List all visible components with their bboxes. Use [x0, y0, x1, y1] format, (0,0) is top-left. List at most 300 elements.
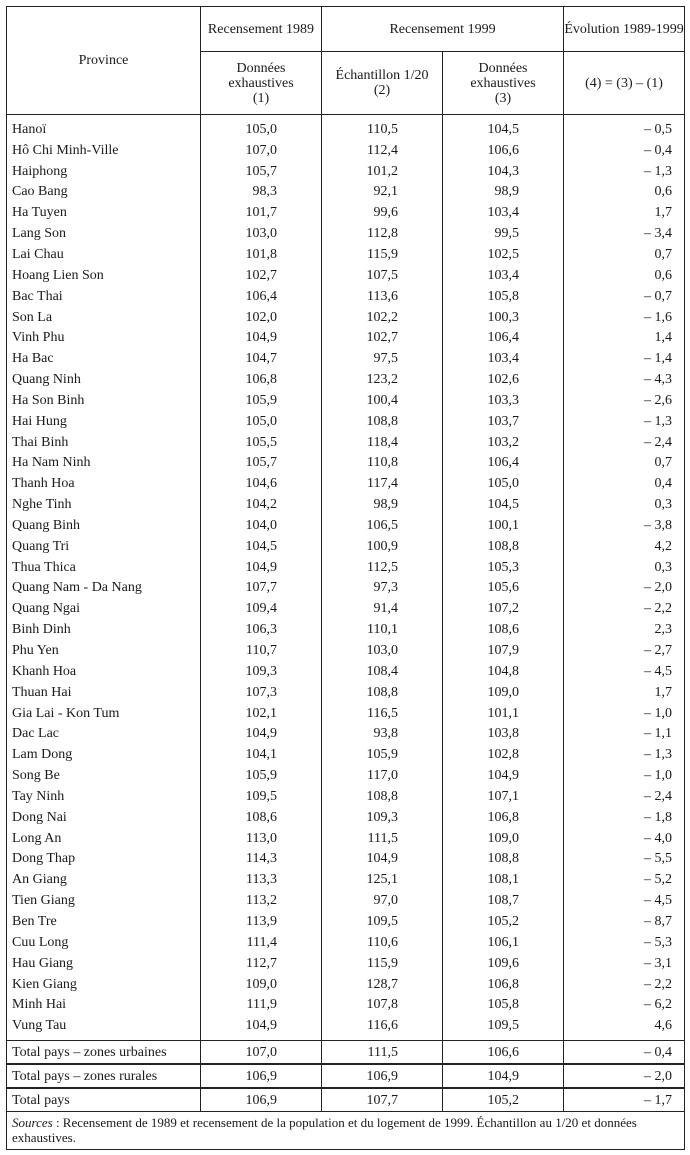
census-1989-cell: 106,9 — [201, 1088, 322, 1112]
evolution-cell: – 3,1 — [564, 953, 685, 974]
sample-1999-cell: 108,4 — [322, 661, 443, 682]
exhaustive-1999-cell: 101,1 — [443, 703, 564, 724]
evolution-cell: – 0,4 — [564, 140, 685, 161]
evolution-cell: – 1,7 — [564, 1088, 685, 1112]
province-cell: Phu Yen — [7, 640, 201, 661]
evolution-cell: – 2,2 — [564, 598, 685, 619]
sample-1999-cell: 128,7 — [322, 974, 443, 995]
header-col-3-line2: exhaustives — [470, 75, 536, 91]
table-row — [7, 473, 685, 494]
evolution-cell: – 2,4 — [564, 786, 685, 807]
province-cell: Ha Bac — [7, 348, 201, 369]
table-row — [7, 953, 685, 974]
evolution-cell: – 1,3 — [564, 744, 685, 765]
exhaustive-1999-cell: 105,2 — [443, 911, 564, 932]
header-col-1-line1: Données — [236, 60, 286, 76]
total-row — [7, 1088, 685, 1112]
province-cell: Ha Tuyen — [7, 202, 201, 223]
census-1989-cell: 113,2 — [201, 890, 322, 911]
province-cell: Bac Thai — [7, 286, 201, 307]
source-text: : Recensement de 1989 et recensement de la population et du logement de 1999. Échantillon au 1/20 et données exhaustives. — [12, 1115, 637, 1146]
evolution-cell: – 0,7 — [564, 286, 685, 307]
province-cell: Lang Son — [7, 223, 201, 244]
total-row — [7, 1064, 685, 1088]
table-row — [7, 703, 685, 724]
census-1989-cell: 104,2 — [201, 494, 322, 515]
table-row — [7, 369, 685, 390]
sample-1999-cell: 112,5 — [322, 557, 443, 578]
census-1989-cell: 105,5 — [201, 432, 322, 453]
sample-1999-cell: 117,4 — [322, 473, 443, 494]
province-cell: Thai Binh — [7, 432, 201, 453]
census-1989-cell: 105,9 — [201, 390, 322, 411]
header-evolution: Évolution 1989-1999 — [564, 7, 685, 52]
sample-1999-cell: 113,6 — [322, 286, 443, 307]
header-col-3-line1: Données — [478, 60, 528, 76]
census-1989-cell: 114,3 — [201, 849, 322, 870]
province-cell: Vung Tau — [7, 1015, 201, 1040]
table-row — [7, 411, 685, 432]
census-1989-cell: 107,3 — [201, 682, 322, 703]
table-row — [7, 619, 685, 640]
census-1989-cell: 106,3 — [201, 619, 322, 640]
province-cell: Hô Chi Minh-Ville — [7, 140, 201, 161]
evolution-cell: 1,4 — [564, 327, 685, 348]
exhaustive-1999-cell: 103,3 — [443, 390, 564, 411]
table-row — [7, 432, 685, 453]
evolution-cell: – 2,0 — [564, 1064, 685, 1088]
sample-1999-cell: 112,8 — [322, 223, 443, 244]
census-1989-cell: 109,5 — [201, 786, 322, 807]
sex-ratio-table — [6, 6, 685, 1150]
province-cell: Tay Ninh — [7, 786, 201, 807]
exhaustive-1999-cell: 103,2 — [443, 432, 564, 453]
evolution-cell: – 2,7 — [564, 640, 685, 661]
exhaustive-1999-cell: 103,4 — [443, 265, 564, 286]
sample-1999-cell: 109,3 — [322, 807, 443, 828]
exhaustive-1999-cell: 103,8 — [443, 723, 564, 744]
census-1989-cell: 104,9 — [201, 327, 322, 348]
header-col-4: (4) = (3) – (1) — [564, 52, 685, 115]
sample-1999-cell: 118,4 — [322, 432, 443, 453]
header-col-1 — [201, 52, 322, 115]
header-col-1-line3: (1) — [252, 90, 270, 106]
census-1989-cell: 113,0 — [201, 828, 322, 849]
exhaustive-1999-cell: 106,6 — [443, 140, 564, 161]
exhaustive-1999-cell: 104,5 — [443, 115, 564, 140]
province-cell: Cao Bang — [7, 182, 201, 203]
sample-1999-cell: 123,2 — [322, 369, 443, 390]
province-cell: Dac Lac — [7, 723, 201, 744]
header-col-3 — [443, 52, 564, 115]
census-1989-cell: 98,3 — [201, 182, 322, 203]
exhaustive-1999-cell: 106,4 — [443, 453, 564, 474]
province-cell: Cuu Long — [7, 932, 201, 953]
evolution-cell: – 1,6 — [564, 307, 685, 328]
exhaustive-1999-cell: 98,9 — [443, 182, 564, 203]
census-1989-cell: 102,1 — [201, 703, 322, 724]
province-cell: Haiphong — [7, 161, 201, 182]
census-1989-cell: 102,7 — [201, 265, 322, 286]
census-1989-cell: 104,9 — [201, 723, 322, 744]
province-cell: Dong Thap — [7, 849, 201, 870]
evolution-cell: – 0,5 — [564, 115, 685, 140]
sample-1999-cell: 115,9 — [322, 244, 443, 265]
exhaustive-1999-cell: 105,0 — [443, 473, 564, 494]
table-row — [7, 786, 685, 807]
census-1989-cell: 112,7 — [201, 953, 322, 974]
exhaustive-1999-cell: 107,1 — [443, 786, 564, 807]
table-row — [7, 202, 685, 223]
evolution-cell: 0,6 — [564, 265, 685, 286]
evolution-cell: – 3,8 — [564, 515, 685, 536]
census-1989-cell: 101,7 — [201, 202, 322, 223]
census-1989-cell: 105,9 — [201, 765, 322, 786]
province-cell: Song Be — [7, 765, 201, 786]
province-cell: Ha Nam Ninh — [7, 453, 201, 474]
census-1989-cell: 107,0 — [201, 140, 322, 161]
census-1989-cell: 107,0 — [201, 1041, 322, 1065]
evolution-cell: 1,7 — [564, 202, 685, 223]
table-row — [7, 890, 685, 911]
census-1989-cell: 105,0 — [201, 115, 322, 140]
evolution-cell: – 5,5 — [564, 849, 685, 870]
census-1989-cell: 109,3 — [201, 661, 322, 682]
province-cell: Total pays — [7, 1088, 201, 1112]
exhaustive-1999-cell: 106,6 — [443, 1041, 564, 1065]
province-cell: Lai Chau — [7, 244, 201, 265]
table-body — [7, 115, 685, 1041]
province-cell: Quang Nam - Da Nang — [7, 578, 201, 599]
evolution-cell: 4,2 — [564, 536, 685, 557]
exhaustive-1999-cell: 102,6 — [443, 369, 564, 390]
sample-1999-cell: 107,5 — [322, 265, 443, 286]
table-row — [7, 911, 685, 932]
exhaustive-1999-cell: 108,7 — [443, 890, 564, 911]
table-row — [7, 265, 685, 286]
sample-1999-cell: 92,1 — [322, 182, 443, 203]
province-cell: Hai Hung — [7, 411, 201, 432]
evolution-cell: 1,7 — [564, 682, 685, 703]
exhaustive-1999-cell: 100,1 — [443, 515, 564, 536]
evolution-cell: – 2,0 — [564, 578, 685, 599]
table-row — [7, 994, 685, 1015]
table-row — [7, 307, 685, 328]
sample-1999-cell: 100,4 — [322, 390, 443, 411]
sample-1999-cell: 108,8 — [322, 786, 443, 807]
province-cell: Quang Tri — [7, 536, 201, 557]
exhaustive-1999-cell: 105,6 — [443, 578, 564, 599]
evolution-cell: – 4,3 — [564, 369, 685, 390]
census-1989-cell: 113,9 — [201, 911, 322, 932]
province-cell: Gia Lai - Kon Tum — [7, 703, 201, 724]
table-row — [7, 115, 685, 140]
sample-1999-cell: 107,7 — [322, 1088, 443, 1112]
table-row — [7, 807, 685, 828]
sample-1999-cell: 115,9 — [322, 953, 443, 974]
sample-1999-cell: 99,6 — [322, 202, 443, 223]
table-totals — [7, 1041, 685, 1112]
sample-1999-cell: 108,8 — [322, 411, 443, 432]
table-row — [7, 390, 685, 411]
sample-1999-cell: 109,5 — [322, 911, 443, 932]
exhaustive-1999-cell: 109,0 — [443, 682, 564, 703]
census-1989-cell: 109,0 — [201, 974, 322, 995]
sample-1999-cell: 105,9 — [322, 744, 443, 765]
evolution-cell: – 1,1 — [564, 723, 685, 744]
evolution-cell: 0,7 — [564, 244, 685, 265]
census-1989-cell: 108,6 — [201, 807, 322, 828]
evolution-cell: – 4,5 — [564, 890, 685, 911]
table-row — [7, 223, 685, 244]
province-cell: Minh Hai — [7, 994, 201, 1015]
table-row — [7, 244, 685, 265]
table-row — [7, 286, 685, 307]
exhaustive-1999-cell: 109,0 — [443, 828, 564, 849]
table-row — [7, 515, 685, 536]
header-col-2-line1: Échantillon 1/20 — [335, 68, 429, 83]
table-row — [7, 828, 685, 849]
province-cell: Hoang Lien Son — [7, 265, 201, 286]
header-col-2-line2: (2) — [373, 83, 391, 98]
table-row — [7, 140, 685, 161]
evolution-cell: 0,4 — [564, 473, 685, 494]
sample-1999-cell: 98,9 — [322, 494, 443, 515]
evolution-cell: – 3,4 — [564, 223, 685, 244]
sample-1999-cell: 108,8 — [322, 682, 443, 703]
header-census-1989: Recensement 1989 — [201, 7, 322, 52]
sample-1999-cell: 107,8 — [322, 994, 443, 1015]
exhaustive-1999-cell: 108,1 — [443, 869, 564, 890]
sample-1999-cell: 110,8 — [322, 453, 443, 474]
evolution-cell: 0,3 — [564, 557, 685, 578]
exhaustive-1999-cell: 109,6 — [443, 953, 564, 974]
sample-1999-cell: 110,1 — [322, 619, 443, 640]
table-row — [7, 661, 685, 682]
province-cell: Hanoï — [7, 115, 201, 140]
table-row — [7, 765, 685, 786]
census-1989-cell: 106,8 — [201, 369, 322, 390]
province-cell: Thuan Hai — [7, 682, 201, 703]
sample-1999-cell: 125,1 — [322, 869, 443, 890]
census-1989-cell: 104,1 — [201, 744, 322, 765]
exhaustive-1999-cell: 107,9 — [443, 640, 564, 661]
evolution-cell: 0,6 — [564, 182, 685, 203]
province-cell: Kien Giang — [7, 974, 201, 995]
source-label: Sources — [12, 1115, 53, 1131]
evolution-cell: – 8,7 — [564, 911, 685, 932]
sample-1999-cell: 97,3 — [322, 578, 443, 599]
province-cell: Dong Nai — [7, 807, 201, 828]
sample-1999-cell: 93,8 — [322, 723, 443, 744]
exhaustive-1999-cell: 105,3 — [443, 557, 564, 578]
table-row — [7, 494, 685, 515]
exhaustive-1999-cell: 106,4 — [443, 327, 564, 348]
census-1989-cell: 109,4 — [201, 598, 322, 619]
table-row — [7, 348, 685, 369]
table-row — [7, 182, 685, 203]
source-note — [7, 1112, 685, 1150]
sample-1999-cell: 110,5 — [322, 115, 443, 140]
evolution-cell: – 4,0 — [564, 828, 685, 849]
exhaustive-1999-cell: 103,4 — [443, 348, 564, 369]
exhaustive-1999-cell: 103,7 — [443, 411, 564, 432]
exhaustive-1999-cell: 99,5 — [443, 223, 564, 244]
evolution-cell: – 4,5 — [564, 661, 685, 682]
sample-1999-cell: 101,2 — [322, 161, 443, 182]
table-row — [7, 974, 685, 995]
exhaustive-1999-cell: 104,3 — [443, 161, 564, 182]
header-census-1999: Recensement 1999 — [322, 7, 564, 52]
census-1989-cell: 103,0 — [201, 223, 322, 244]
province-cell: Quang Ninh — [7, 369, 201, 390]
sample-1999-cell: 112,4 — [322, 140, 443, 161]
table-row — [7, 557, 685, 578]
province-cell: Tien Giang — [7, 890, 201, 911]
province-cell: Lam Dong — [7, 744, 201, 765]
sample-1999-cell: 100,9 — [322, 536, 443, 557]
province-cell: Thua Thica — [7, 557, 201, 578]
evolution-cell: – 1,0 — [564, 765, 685, 786]
census-1989-cell: 107,7 — [201, 578, 322, 599]
census-1989-cell: 104,9 — [201, 1015, 322, 1040]
sample-1999-cell: 116,6 — [322, 1015, 443, 1040]
exhaustive-1999-cell: 107,2 — [443, 598, 564, 619]
province-cell: Son La — [7, 307, 201, 328]
evolution-cell: – 0,4 — [564, 1041, 685, 1065]
census-1989-cell: 105,7 — [201, 453, 322, 474]
census-1989-cell: 113,3 — [201, 869, 322, 890]
census-1989-cell: 106,4 — [201, 286, 322, 307]
evolution-cell: – 2,6 — [564, 390, 685, 411]
sample-1999-cell: 102,7 — [322, 327, 443, 348]
evolution-cell: – 1,4 — [564, 348, 685, 369]
exhaustive-1999-cell: 106,8 — [443, 807, 564, 828]
exhaustive-1999-cell: 108,6 — [443, 619, 564, 640]
province-cell: Vinh Phu — [7, 327, 201, 348]
table-row — [7, 682, 685, 703]
census-1989-cell: 104,9 — [201, 557, 322, 578]
exhaustive-1999-cell: 102,5 — [443, 244, 564, 265]
table-header — [7, 7, 685, 115]
census-1989-cell: 101,8 — [201, 244, 322, 265]
province-cell: Long An — [7, 828, 201, 849]
evolution-cell: – 2,2 — [564, 974, 685, 995]
province-cell: An Giang — [7, 869, 201, 890]
province-cell: Quang Binh — [7, 515, 201, 536]
census-1989-cell: 111,9 — [201, 994, 322, 1015]
census-1989-cell: 104,5 — [201, 536, 322, 557]
province-cell: Total pays – zones urbaines — [7, 1041, 201, 1065]
header-col-1-line2: exhaustives — [228, 75, 294, 91]
exhaustive-1999-cell: 105,8 — [443, 286, 564, 307]
table-row — [7, 161, 685, 182]
sample-1999-cell: 106,5 — [322, 515, 443, 536]
header-col-2 — [322, 52, 443, 115]
table-row — [7, 744, 685, 765]
table-row — [7, 723, 685, 744]
exhaustive-1999-cell: 104,9 — [443, 1064, 564, 1088]
sample-1999-cell: 97,5 — [322, 348, 443, 369]
evolution-cell: – 1,3 — [564, 161, 685, 182]
province-cell: Quang Ngai — [7, 598, 201, 619]
province-cell: Thanh Hoa — [7, 473, 201, 494]
sample-1999-cell: 110,6 — [322, 932, 443, 953]
sample-1999-cell: 116,5 — [322, 703, 443, 724]
table-row — [7, 536, 685, 557]
exhaustive-1999-cell: 106,1 — [443, 932, 564, 953]
exhaustive-1999-cell: 103,4 — [443, 202, 564, 223]
exhaustive-1999-cell: 104,8 — [443, 661, 564, 682]
sex-ratio-table-container — [6, 6, 684, 1150]
exhaustive-1999-cell: 108,8 — [443, 849, 564, 870]
evolution-cell: – 6,2 — [564, 994, 685, 1015]
census-1989-cell: 104,0 — [201, 515, 322, 536]
census-1989-cell: 104,7 — [201, 348, 322, 369]
evolution-cell: – 1,3 — [564, 411, 685, 432]
province-cell: Khanh Hoa — [7, 661, 201, 682]
exhaustive-1999-cell: 102,8 — [443, 744, 564, 765]
evolution-cell: – 5,3 — [564, 932, 685, 953]
census-1989-cell: 105,7 — [201, 161, 322, 182]
sample-1999-cell: 97,0 — [322, 890, 443, 911]
exhaustive-1999-cell: 105,2 — [443, 1088, 564, 1112]
evolution-cell: 0,7 — [564, 453, 685, 474]
table-row — [7, 327, 685, 348]
province-cell: Ha Son Binh — [7, 390, 201, 411]
census-1989-cell: 102,0 — [201, 307, 322, 328]
header-province: Province — [7, 7, 201, 115]
sample-1999-cell: 117,0 — [322, 765, 443, 786]
province-cell: Nghe Tinh — [7, 494, 201, 515]
evolution-cell: – 1,8 — [564, 807, 685, 828]
table-row — [7, 453, 685, 474]
evolution-cell: 4,6 — [564, 1015, 685, 1040]
province-cell: Ben Tre — [7, 911, 201, 932]
evolution-cell: – 1,0 — [564, 703, 685, 724]
census-1989-cell: 111,4 — [201, 932, 322, 953]
exhaustive-1999-cell: 104,5 — [443, 494, 564, 515]
exhaustive-1999-cell: 108,8 — [443, 536, 564, 557]
sample-1999-cell: 106,9 — [322, 1064, 443, 1088]
sample-1999-cell: 103,0 — [322, 640, 443, 661]
table-row — [7, 1015, 685, 1040]
exhaustive-1999-cell: 104,9 — [443, 765, 564, 786]
sample-1999-cell: 111,5 — [322, 828, 443, 849]
province-cell: Hau Giang — [7, 953, 201, 974]
exhaustive-1999-cell: 109,5 — [443, 1015, 564, 1040]
table-row — [7, 640, 685, 661]
evolution-cell: – 2,4 — [564, 432, 685, 453]
table-row — [7, 869, 685, 890]
table-row — [7, 849, 685, 870]
evolution-cell: – 5,2 — [564, 869, 685, 890]
sample-1999-cell: 104,9 — [322, 849, 443, 870]
table-row — [7, 598, 685, 619]
evolution-cell: 2,3 — [564, 619, 685, 640]
census-1989-cell: 106,9 — [201, 1064, 322, 1088]
sample-1999-cell: 102,2 — [322, 307, 443, 328]
exhaustive-1999-cell: 105,8 — [443, 994, 564, 1015]
sample-1999-cell: 111,5 — [322, 1041, 443, 1065]
table-row — [7, 932, 685, 953]
exhaustive-1999-cell: 106,8 — [443, 974, 564, 995]
province-cell: Binh Dinh — [7, 619, 201, 640]
census-1989-cell: 110,7 — [201, 640, 322, 661]
table-row — [7, 578, 685, 599]
census-1989-cell: 104,6 — [201, 473, 322, 494]
header-col-3-line3: (3) — [494, 90, 512, 106]
